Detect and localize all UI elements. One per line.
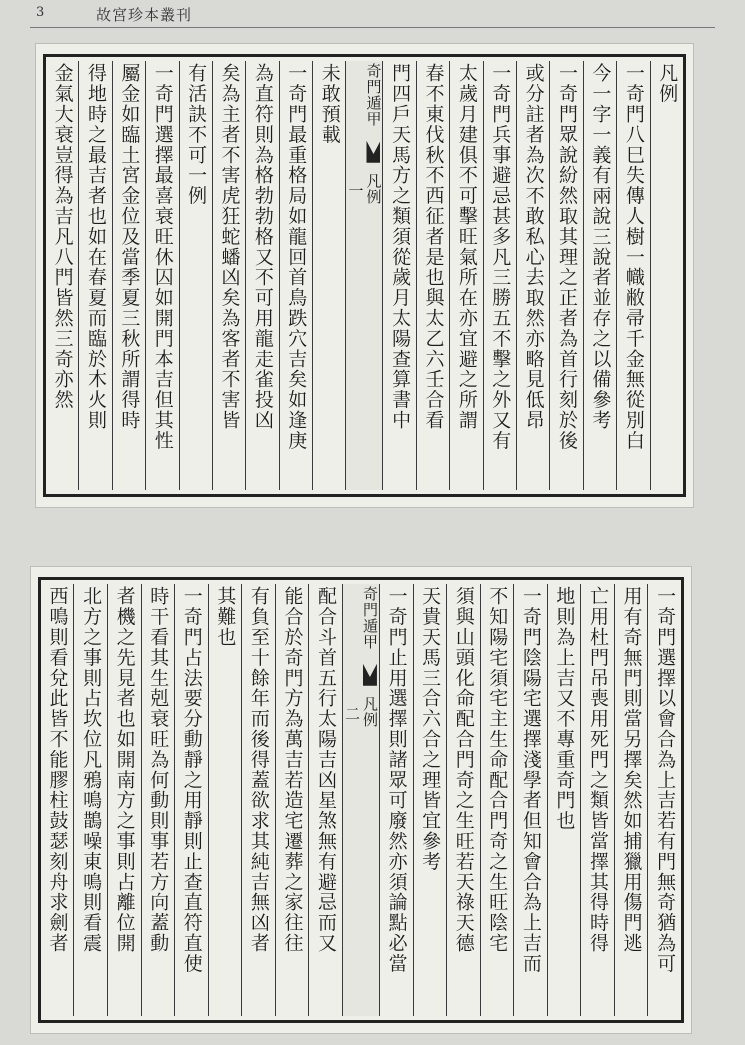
column-text: 一奇門眾說紛然取其理之正者為首行刻於後 [556,63,579,451]
section-title: 凡例 [360,695,379,728]
column-text: 得地時之最吉者也如在春夏而臨於木火則 [84,63,107,431]
column-text: 或分註者為次不敢私心去取然亦略見低昂 [522,63,545,431]
text-column [580,584,614,1016]
text-column [650,61,683,490]
text-column [107,584,141,1016]
column-text: 不知陽宅須宅主生命配合門奇之生旺陰宅 [486,586,509,954]
text-column [174,584,208,1016]
leaf-number: 一 [346,183,365,199]
fish-tail-mark-icon [363,664,377,686]
leaf-number: 二 [342,706,361,722]
text-column [112,61,145,490]
section-title: 凡例 [364,172,383,205]
column-text: 屬金如臨土宮金位及當季夏三秋所謂得時 [118,63,141,431]
column-text: 天貴天馬三合六合之理皆宜參考 [419,586,442,872]
text-column [312,61,345,490]
text-column [516,61,549,490]
text-column [549,61,582,490]
book-title: 奇門遁甲 [364,63,383,127]
column-text: 春不東伐秋不西征者是也與太乙六壬合看 [422,63,445,431]
column-text: 一奇門兵事避忌甚多凡三勝五不擊之外又有 [489,63,512,451]
column-text: 者機之先見者也如開南方之事則占離位開 [113,586,136,954]
column-text: 地則為上吉又不專重奇門也 [553,586,576,831]
column-text: 配合斗首五行太陽吉凶星煞無有避忌而又 [315,586,338,954]
column-text: 一奇門最重格局如龍回首鳥跌穴吉矣如逢庚 [285,63,308,451]
text-column [141,584,175,1016]
text-column [547,584,581,1016]
column-text: 用有奇無門則當另擇矣然如捕獵用傷門逃 [620,586,643,954]
column-text: 西鳴則看兌此皆不能膠柱鼓瑟刻舟求劍者 [46,586,69,954]
text-column [179,61,212,490]
text-column [379,584,413,1016]
text-column [145,61,178,490]
text-column [614,584,648,1016]
header-rule [30,27,715,28]
column-text: 一奇門止用選擇則諸眾可廢然亦須論點必當 [385,586,408,974]
text-column [279,61,312,490]
text-column [449,61,482,490]
lower-scanned-page [30,566,692,1034]
column-text: 門四戶天馬方之類須從歲月太陽查算書中 [389,63,412,431]
text-column [41,584,74,1016]
column-text: 有負至十餘年而後得蓋欲求其純吉無凶者 [247,586,270,954]
column-text: 其難也 [214,586,237,648]
text-column [208,584,242,1016]
column-text: 一奇門八巳失傳人樹一幟敝帚千金無從別白 [622,63,645,451]
column-text: 時干看其生剋衰旺為何動則事若方向蓋動 [147,586,170,954]
text-column [382,61,415,490]
book-title: 奇門遁甲 [360,586,379,650]
fish-tail-mark-icon [366,141,380,163]
column-text: 有活訣不可一例 [185,63,208,206]
column-text: 金氣大衰豈得為吉凡八門皆然三奇亦然 [51,63,74,410]
column-text: 亡用杜門吊喪用死門之類皆當擇其得時得 [586,586,609,954]
column-text: 未敢預載 [318,63,341,145]
column-text: 能合於奇門方為萬吉若造宅遷葬之家往往 [281,586,304,954]
text-column [275,584,309,1016]
text-column [446,584,480,1016]
text-column [308,584,342,1016]
upper-scanned-page [35,43,694,508]
center-fold-text [346,61,382,490]
text-column [483,61,516,490]
center-fold-text [343,584,379,1016]
text-column [647,584,681,1016]
text-column [513,584,547,1016]
column-text: 為直符則為格勃勃格又不可用龍走雀投凶 [251,63,274,431]
column-text: 一奇門占法要分動靜之用靜則止查直符直使 [180,586,203,974]
text-column [241,584,275,1016]
text-column [413,584,447,1016]
text-column [616,61,649,490]
text-column [583,61,616,490]
column-text: 一奇門選擇最喜衰旺休囚如開門本吉但其性 [151,63,174,451]
text-column [212,61,245,490]
text-column [46,61,78,490]
text-column [245,61,278,490]
series-title: 故宮珍本叢刊 [96,6,193,24]
center-fold [345,61,382,490]
running-head [0,0,745,30]
column-text: 凡例 [656,63,679,104]
text-column [416,61,449,490]
column-text: 矣為主者不害虎狂蛇蟠凶矣為客者不害皆 [218,63,241,431]
center-fold [342,584,379,1016]
page-number: 3 [36,5,45,20]
column-text: 今一字一義有兩說三說者並存之以備參考 [589,63,612,431]
upper-page-frame [43,54,686,497]
text-column [73,584,107,1016]
lower-page-frame [38,577,684,1023]
column-text: 一奇門陰陽宅選擇淺學者但知會合為上吉而 [519,586,542,974]
text-column [480,584,514,1016]
text-column [78,61,111,490]
column-text: 一奇門選擇以會合為上吉若有門無奇猶為可 [654,586,677,974]
column-text: 太歲月建俱不可擊旺氣所在亦宜避之所謂 [455,63,478,431]
column-text: 北方之事則占坎位凡鴉鳴鵲噪東鳴則看震 [80,586,103,954]
column-text: 須與山頭化命配合門奇之生旺若天祿天德 [452,586,475,954]
